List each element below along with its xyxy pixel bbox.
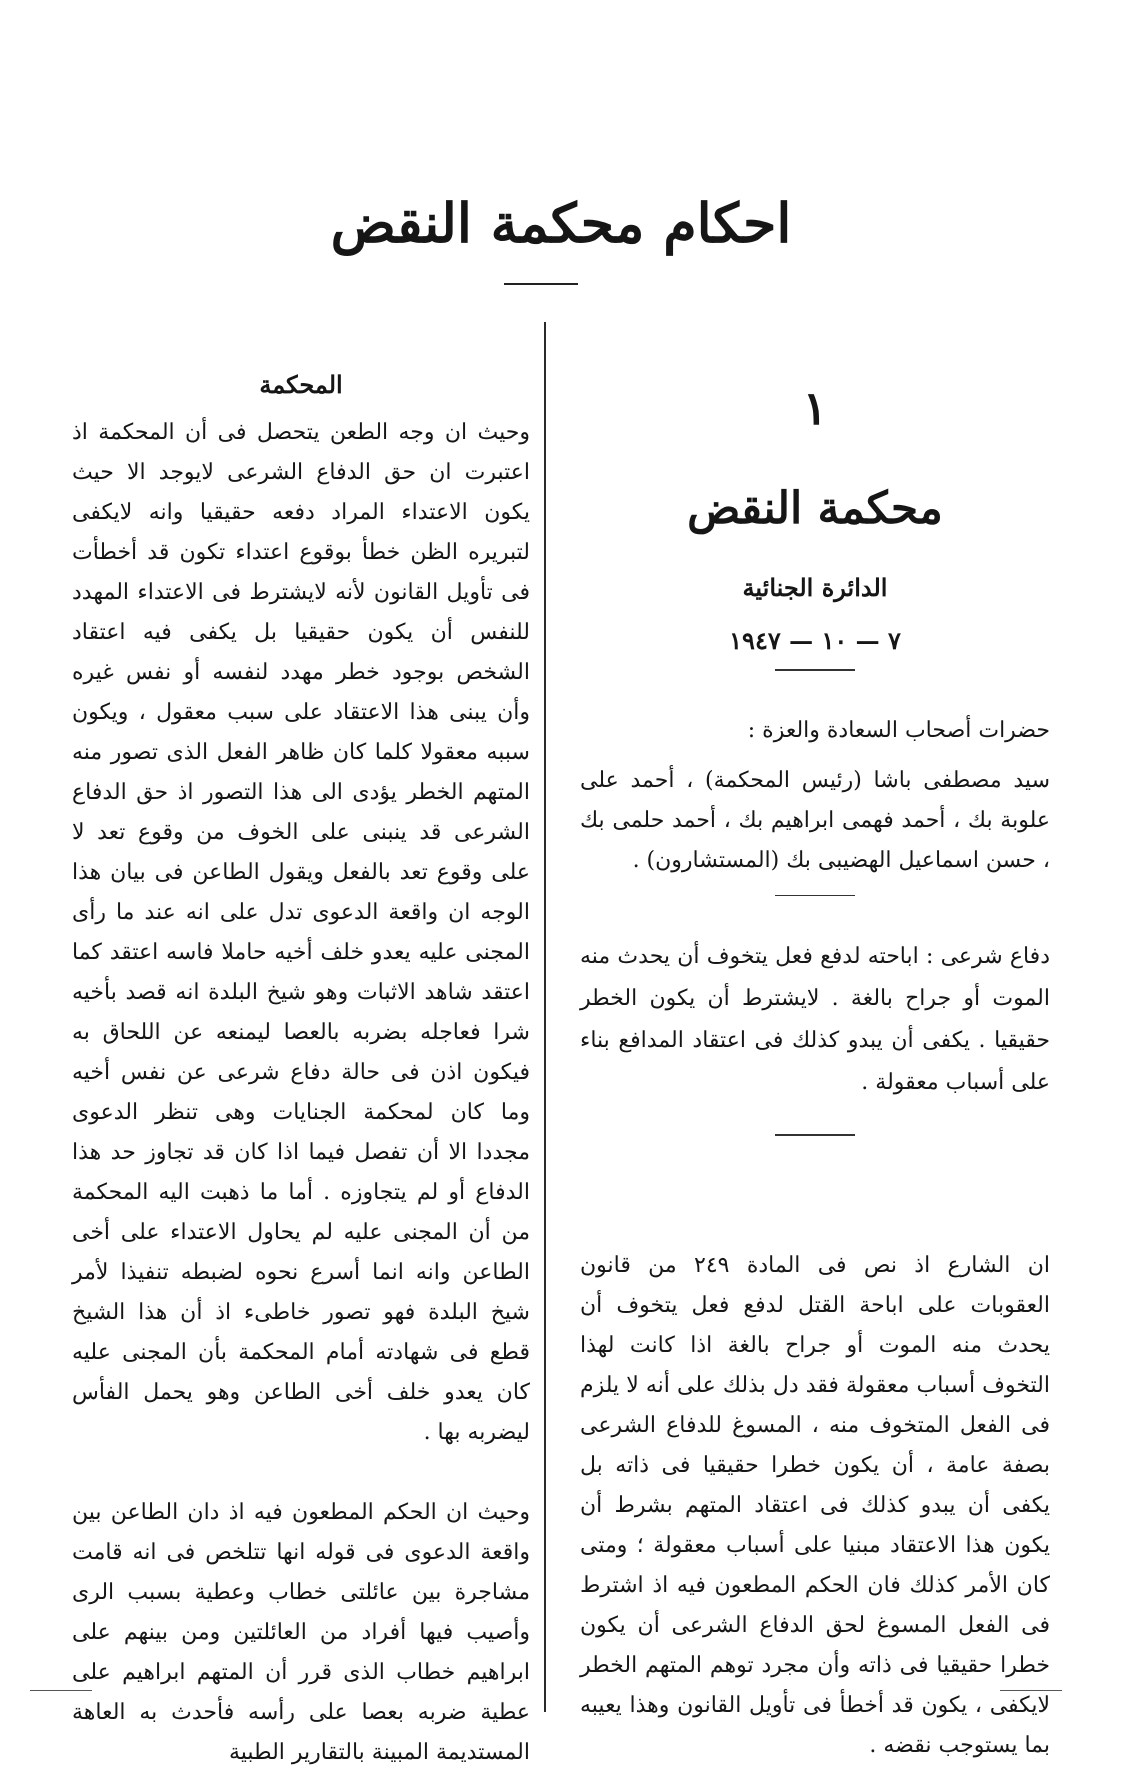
legal-principle: دفاع شرعى : اباحته لدفع فعل يتخوف أن يحدث منه الموت أو جراح بالغة . لايشترط أن يكون الخطر حقيقيا . يكفى أن يبدو كذلك فى اعتقاد المدافع بناء على أسباب معقولة . [580,944,1050,1095]
footnote-rule-right [1000,1690,1062,1691]
page-title: احكام محكمة النقض [330,191,792,255]
date-divider [775,669,855,671]
circuit-name: الدائرة الجنائية [742,573,888,602]
column-divider [544,322,546,1712]
case-date: ٧ — ١٠ — ١٩٤٧ [729,626,901,655]
judgment-text: ان الشارع اذ نص فى المادة ٢٤٩ من قانون العقوبات على اباحة القتل لدفع فعل يتخوف أن يحدث منه الموت أو جراح بالغة اذا كانت لهذا التخوف أسباب معقولة فقد دل بذلك على أنه لا يلزم فى الفعل المتخوف منه ، المسوغ للدفاع الشرعى بصفة عامة ، أن يكون خطرا حقيقيا فى ذاته بل يكفى أن يبدو كذلك فى اعتقاد المتهم بشرط أن يكون هذا الاعتقاد مبنيا على أسباب معقولة ؛ ومتى كان الأمر كذلك فان الحكم المطعون فيه اذ اشترط فى الفعل المسوغ لحق الدفاع الشرعى أن يكون خطرا حقيقيا فى ذاته وأن مجرد توهم المتهم الخطر لايكفى ، يكون قد أخطأ فى تأويل القانون وهذا يعيبه بما يستوجب نقضه . [580,1252,1050,1758]
title-divider [504,283,578,285]
section-heading: المحكمة [259,370,343,399]
case-number: ١ [802,381,828,435]
court-name: محكمة النقض [687,483,943,534]
judges-divider [775,895,855,897]
judges-list: سيد مصطفى باشا (رئيس المحكمة) ، أحمد على علوبة بك ، أحمد فهمى ابراهيم بك ، أحمد حلمى بك ، حسن اسماعيل الهضيبى بك (المستشارون) . [580,767,1050,873]
left-column [72,370,530,1773]
right-column [580,381,1050,1766]
principle-divider [775,1134,855,1136]
reasoning-paragraph-1: وحيث ان وجه الطعن يتحصل فى أن المحكمة اذ اعتبرت ان حق الدفاع الشرعى لايوجد الا حيث يكون الاعتداء المراد دفعه حقيقيا وانه لايكفى لتبريره الظن خطأ بوقوع اعتداء تكون قد أخطأت فى تأويل القانون لأنه لايشترط فى الاعتداء المهدد للنفس أن يكون حقيقيا بل يكفى فيه اعتقاد الشخص بوجود خطر مهدد لنفسه أو نفس غيره وأن يبنى هذا الاعتقاد على سبب معقول ، ويكون سببه معقولا كلما كان ظاهر الفعل الذى تصور منه المتهم الخطر يؤدى الى هذا التصور اذ حق الدفاع الشرعى قد ينبنى على الخوف من وقوع تعد لا على وقوع تعد بالفعل ويقول الطاعن فى بيان هذا الوجه ان واقعة الدعوى تدل على انه عند ما رأى المجنى عليه يعدو خلف أخيه حاملا فاسه اعتقد كما اعتقد شاهد الاثبات وهو شيخ البلدة انه قصد بأخيه شرا فعاجله بضربه بالعصا ليمنعه عن اللحاق به فيكون اذن فى حالة دفاع شرعى عن نفس أخيه وما كان لمحكمة الجنايات وهى تنظر الدعوى مجددا الا أن تفصل فيما اذا كان قد تجاوز حد هذا الدفاع أو لم يتجاوزه . أما ما ذهبت اليه المحكمة من أن المجنى عليه لم يحاول الاعتداء على أخى الطاعن وانه انما أسرع نحوه لضبطه تنفيذا لأمر شيخ البلدة فهو تصور خاطىء اذ أن هذا الشيخ قطع فى شهادته أمام المحكمة بأن المجنى عليه كان يعدو خلف أخى الطاعن وهو يحمل الفأس ليضربه بها . [72,420,530,1445]
footnote-rule-left [30,1690,92,1691]
reasoning-paragraph-2: وحيث ان الحكم المطعون فيه اذ دان الطاعن بين واقعة الدعوى فى قوله انها تتلخص فى انه قامت مشاجرة بين عائلتى خطاب وعطية بسبب الرى وأصيب فيها أفراد من العائلتين ومن بينهم على ابراهيم خطاب الذى قرر أن المتهم ابراهيم على عطية ضربه بعصا على رأسه فأحدث به العاهة المستديمة المبينة بالتقارير الطبية [72,1500,530,1765]
judges-intro: حضرات أصحاب السعادة والعزة : [747,717,1050,743]
